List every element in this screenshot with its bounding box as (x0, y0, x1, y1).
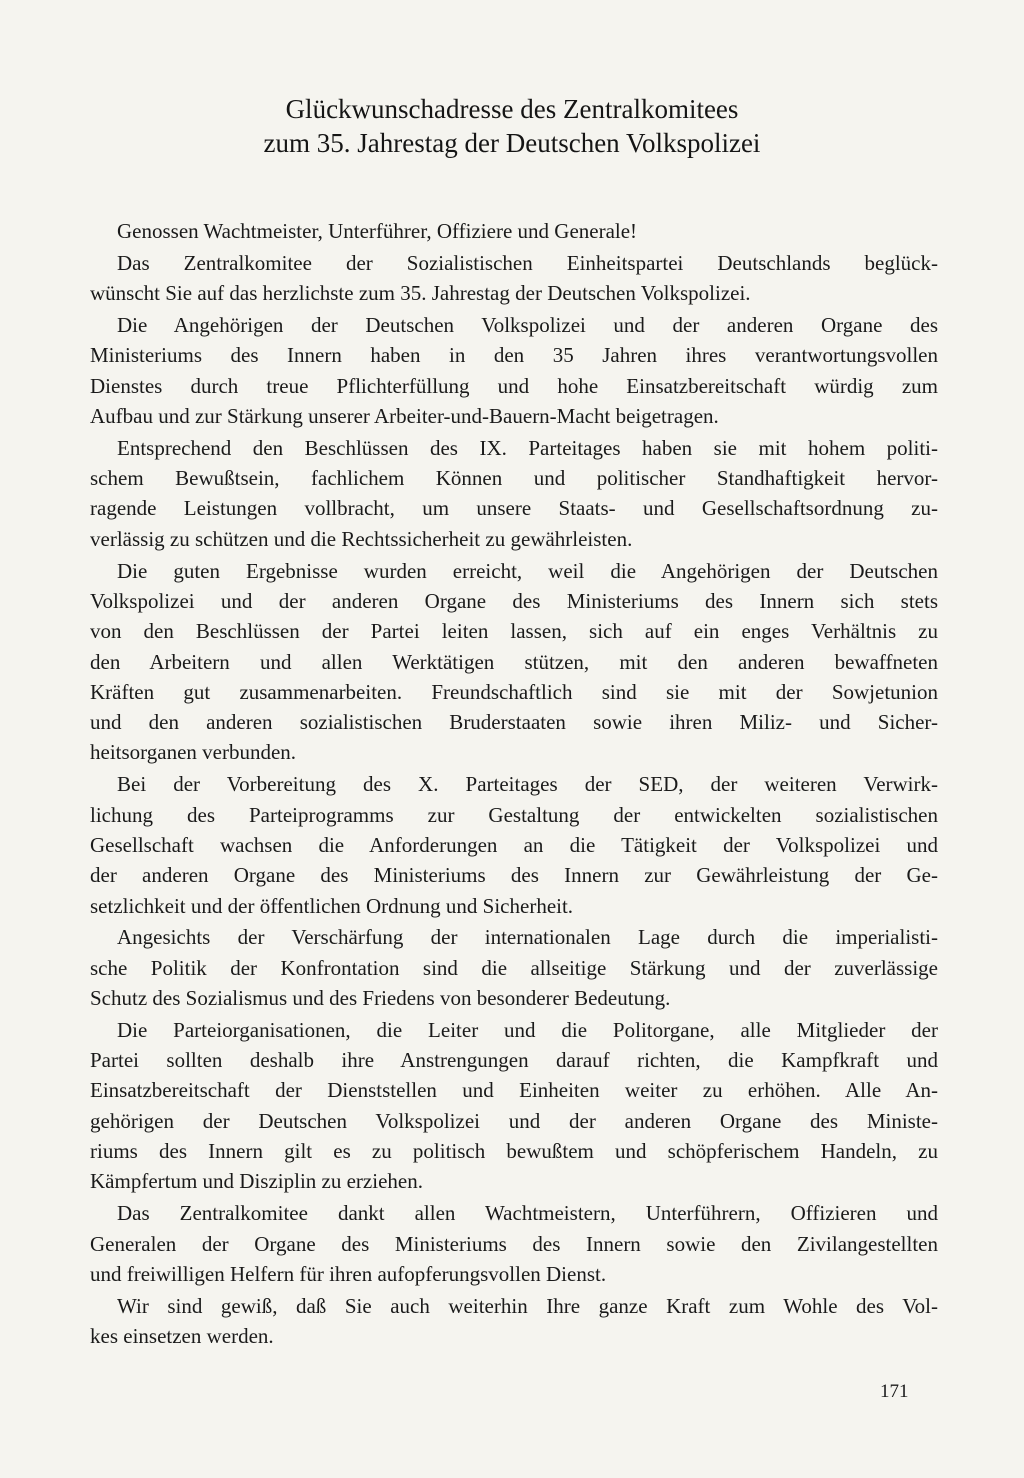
text-line: Volkspolizei und der anderen Organe des Ministeriums des Innern sich stets (90, 588, 938, 613)
text-line: Angesichts der Verschärfung der internationalen Lage durch die imperialisti- (117, 925, 938, 950)
paragraph (90, 310, 938, 431)
paragraph (90, 1291, 938, 1352)
text-line: Ministeriums des Innern haben in den 35 Jahren ihres verantwortungsvollen (90, 343, 938, 368)
text-line: lichung des Parteiprogramms zur Gestaltung der entwickelten sozialistischen (90, 802, 938, 827)
paragraph (90, 556, 938, 768)
text-line: und freiwilligen Helfern für ihren aufopferungsvollen Dienst. (90, 1261, 607, 1286)
text-line: gehörigen der Deutschen Volkspolizei und der anderen Organe des Ministe- (90, 1108, 938, 1133)
page-number: 171 (880, 1381, 909, 1402)
paragraph (90, 922, 938, 1013)
text-line: Die Parteiorganisationen, die Leiter und die Politorgane, alle Mitglieder der (117, 1017, 938, 1042)
text-line: Die Angehörigen der Deutschen Volkspolizei und der anderen Organe des (117, 313, 938, 338)
text-line: der anderen Organe des Ministeriums des Innern zur Gewährleistung der Ge- (90, 863, 938, 888)
text-line: Das Zentralkomitee dankt allen Wachtmeistern, Unterführern, Offizieren und (117, 1201, 938, 1226)
text-line: von den Beschlüssen der Partei leiten lassen, sich auf ein enges Verhältnis zu (90, 619, 938, 644)
text-line: und den anderen sozialistischen Bruderstaaten sowie ihren Miliz- und Sicher- (90, 710, 938, 735)
text-line: Einsatzbereitschaft der Dienststellen und Einheiten weiter zu erhöhen. Alle An- (90, 1078, 938, 1103)
text-line: riums des Innern gilt es zu politisch bewußtem und schöpferischem Handeln, zu (90, 1139, 938, 1164)
text-line: Die guten Ergebnisse wurden erreicht, weil die Angehörigen der Deutschen (117, 558, 938, 583)
text-line: wünscht Sie auf das herzlichste zum 35. Jahrestag der Deutschen Volkspolizei. (90, 281, 751, 306)
text-line: setzlichkeit und der öffentlichen Ordnung und Sicherheit. (90, 893, 574, 918)
paragraph (90, 1198, 938, 1289)
text-line: Bei der Vorbereitung des X. Parteitages der SED, der weiteren Verwirk- (117, 772, 938, 797)
paragraph (90, 216, 938, 246)
text-line: heitsorganen verbunden. (90, 740, 297, 765)
text-line: Gesellschaft wachsen die Anforderungen an die Tätigkeit der Volkspolizei und (90, 832, 938, 857)
text-line: schem Bewußtsein, fachlichem Können und politischer Standhaftigkeit hervor- (90, 466, 938, 491)
text-line: Genossen Wachtmeister, Unterführer, Offiziere und Generale! (117, 219, 638, 243)
text-line: Schutz des Sozialismus und des Friedens von besonderer Bedeutung. (90, 985, 671, 1010)
text-line: Kräften gut zusammenarbeiten. Freundschaftlich sind sie mit der Sowjetunion (90, 679, 938, 704)
text-line: Dienstes durch treue Pflichterfüllung und hohe Einsatzbereitschaft würdig zum (90, 373, 938, 398)
paragraph (90, 433, 938, 554)
document-body (90, 216, 938, 1353)
paragraph (90, 1015, 938, 1197)
text-line: verlässig zu schützen und die Rechtssicherheit zu gewährleisten. (90, 526, 633, 551)
text-line: Das Zentralkomitee der Sozialistischen Einheitspartei Deutschlands beglück- (117, 250, 938, 275)
text-line: Wir sind gewiß, daß Sie auch weiterhin Ihre ganze Kraft zum Wohle des Vol- (117, 1293, 938, 1318)
text-line: ragende Leistungen vollbracht, um unsere Staats- und Gesellschaftsordnung zu- (90, 496, 938, 521)
text-line: den Arbeitern und allen Werktätigen stützen, mit den anderen bewaffneten (90, 649, 938, 674)
text-line: Entsprechend den Beschlüssen des IX. Parteitages haben sie mit hohem politi- (117, 435, 938, 460)
paragraph (90, 248, 938, 309)
document-title (100, 92, 924, 160)
text-line: Aufbau und zur Stärkung unserer Arbeiter-und-Bauern-Macht beigetragen. (90, 403, 719, 428)
title-line-1: Glückwunschadresse des Zentralkomitees (285, 94, 739, 124)
paragraph (90, 769, 938, 920)
text-line: Kämpfertum und Disziplin zu erziehen. (90, 1169, 423, 1194)
text-line: Partei sollten deshalb ihre Anstrengungen darauf richten, die Kampfkraft und (90, 1048, 938, 1073)
title-line-2: zum 35. Jahrestag der Deutschen Volkspolizei (263, 128, 761, 158)
text-line: kes einsetzen werden. (90, 1324, 274, 1349)
text-line: Generalen der Organe des Ministeriums des Innern sowie den Zivilangestellten (90, 1231, 938, 1256)
text-line: sche Politik der Konfrontation sind die allseitige Stärkung und der zuverlässige (90, 955, 938, 980)
